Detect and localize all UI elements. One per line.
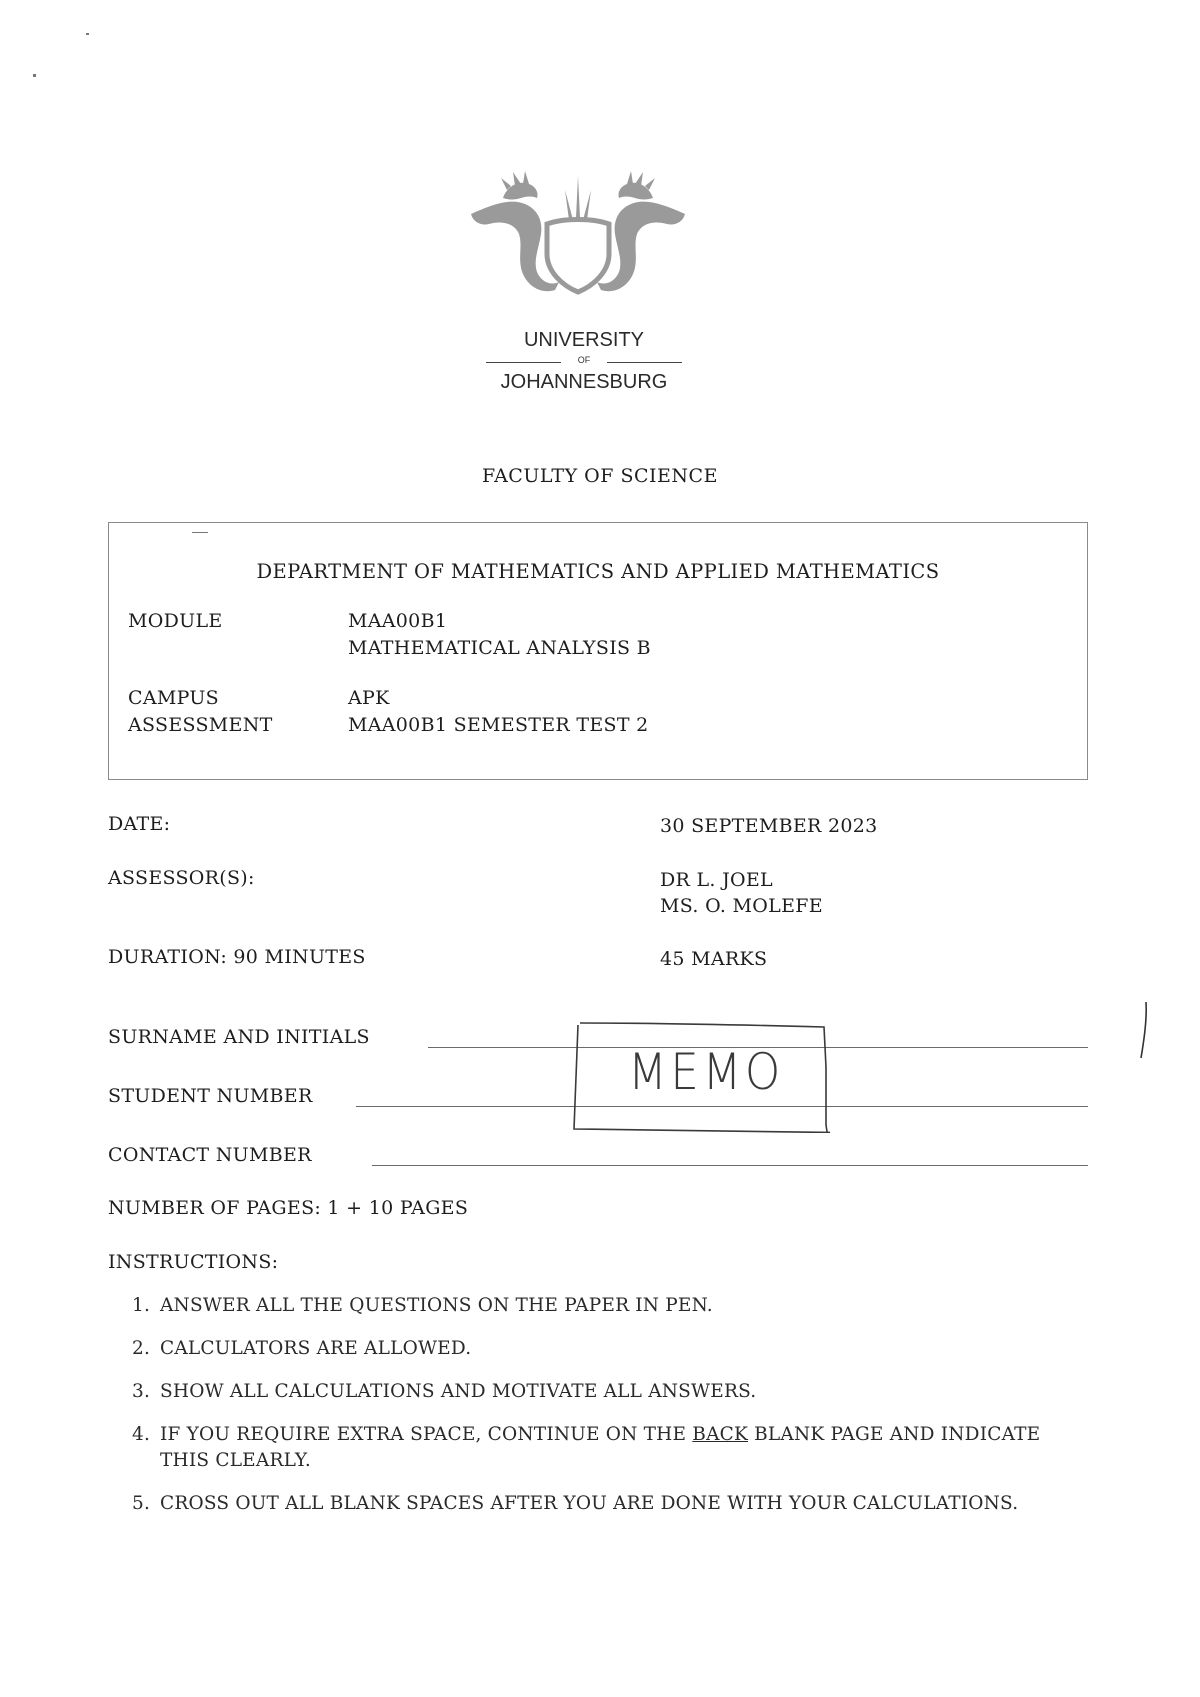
marks-text: 45 MARKS (660, 948, 768, 970)
date-label: DATE: (108, 813, 171, 835)
instruction-item-continuation: THIS CLEARLY. (160, 1450, 311, 1471)
campus-value: APK (348, 687, 390, 709)
date-value: 30 SEPTEMBER 2023 (660, 815, 878, 837)
instructions-heading: INSTRUCTIONS: (108, 1251, 279, 1273)
instruction-text: CROSS OUT ALL BLANK SPACES AFTER YOU ARE DONE WITH YOUR CALCULATIONS. (160, 1493, 1019, 1514)
campus-label: CAMPUS (128, 687, 219, 709)
contact-number-input-line[interactable] (372, 1165, 1088, 1166)
scan-speck (86, 33, 89, 35)
instruction-number: 3. (132, 1381, 151, 1402)
instruction-number: 1. (132, 1295, 151, 1316)
assessors-label: ASSESSOR(S): (108, 867, 255, 889)
contact-number-label: CONTACT NUMBER (108, 1144, 312, 1166)
surname-label: SURNAME AND INITIALS (108, 1026, 370, 1048)
instruction-text: BLANK PAGE AND INDICATE (748, 1424, 1041, 1445)
module-label: MODULE (128, 610, 223, 632)
instruction-item (132, 1422, 1040, 1448)
instruction-item (132, 1379, 756, 1405)
logo-line-university: UNIVERSITY (523, 329, 645, 351)
duration-text: DURATION: 90 MINUTES (108, 946, 366, 968)
instruction-text: CALCULATORS ARE ALLOWED. (160, 1338, 472, 1359)
box-corner-mark (192, 532, 208, 533)
module-code: MAA00B1 (348, 610, 448, 632)
logo-line-johannesburg: JOHANNESBURG (500, 371, 668, 393)
instruction-text: SHOW ALL CALCULATIONS AND MOTIVATE ALL ANSWERS. (160, 1381, 757, 1402)
instruction-item (132, 1491, 1018, 1517)
instruction-text: ANSWER ALL THE QUESTIONS ON THE PAPER IN PEN. (160, 1295, 713, 1316)
assessor-2: MS. O. MOLEFE (660, 895, 823, 917)
logo-line-of: OF (486, 355, 682, 369)
number-of-pages: NUMBER OF PAGES: 1 + 10 PAGES (108, 1197, 469, 1219)
instruction-item (132, 1336, 471, 1362)
university-crest-logo (463, 168, 693, 308)
module-name: MATHEMATICAL ANALYSIS B (348, 637, 651, 659)
handwritten-memo-text: MEMO (628, 1043, 784, 1101)
scan-speck (33, 74, 36, 77)
assessor-1: DR L. JOEL (660, 869, 773, 891)
margin-pen-mark (1138, 1000, 1150, 1060)
student-number-label: STUDENT NUMBER (108, 1085, 313, 1107)
instruction-text: IF YOU REQUIRE EXTRA SPACE, CONTINUE ON THE (160, 1424, 693, 1445)
instruction-number: 2. (132, 1338, 151, 1359)
instruction-number: 5. (132, 1493, 151, 1514)
instruction-underlined-word: BACK (692, 1424, 749, 1445)
department-title: DEPARTMENT OF MATHEMATICS AND APPLIED MATHEMATICS (256, 560, 940, 583)
assessment-label: ASSESSMENT (128, 714, 273, 736)
instruction-item (132, 1293, 713, 1319)
faculty-title: FACULTY OF SCIENCE (482, 465, 718, 487)
instruction-number: 4. (132, 1424, 151, 1445)
assessment-value: MAA00B1 SEMESTER TEST 2 (348, 714, 649, 736)
